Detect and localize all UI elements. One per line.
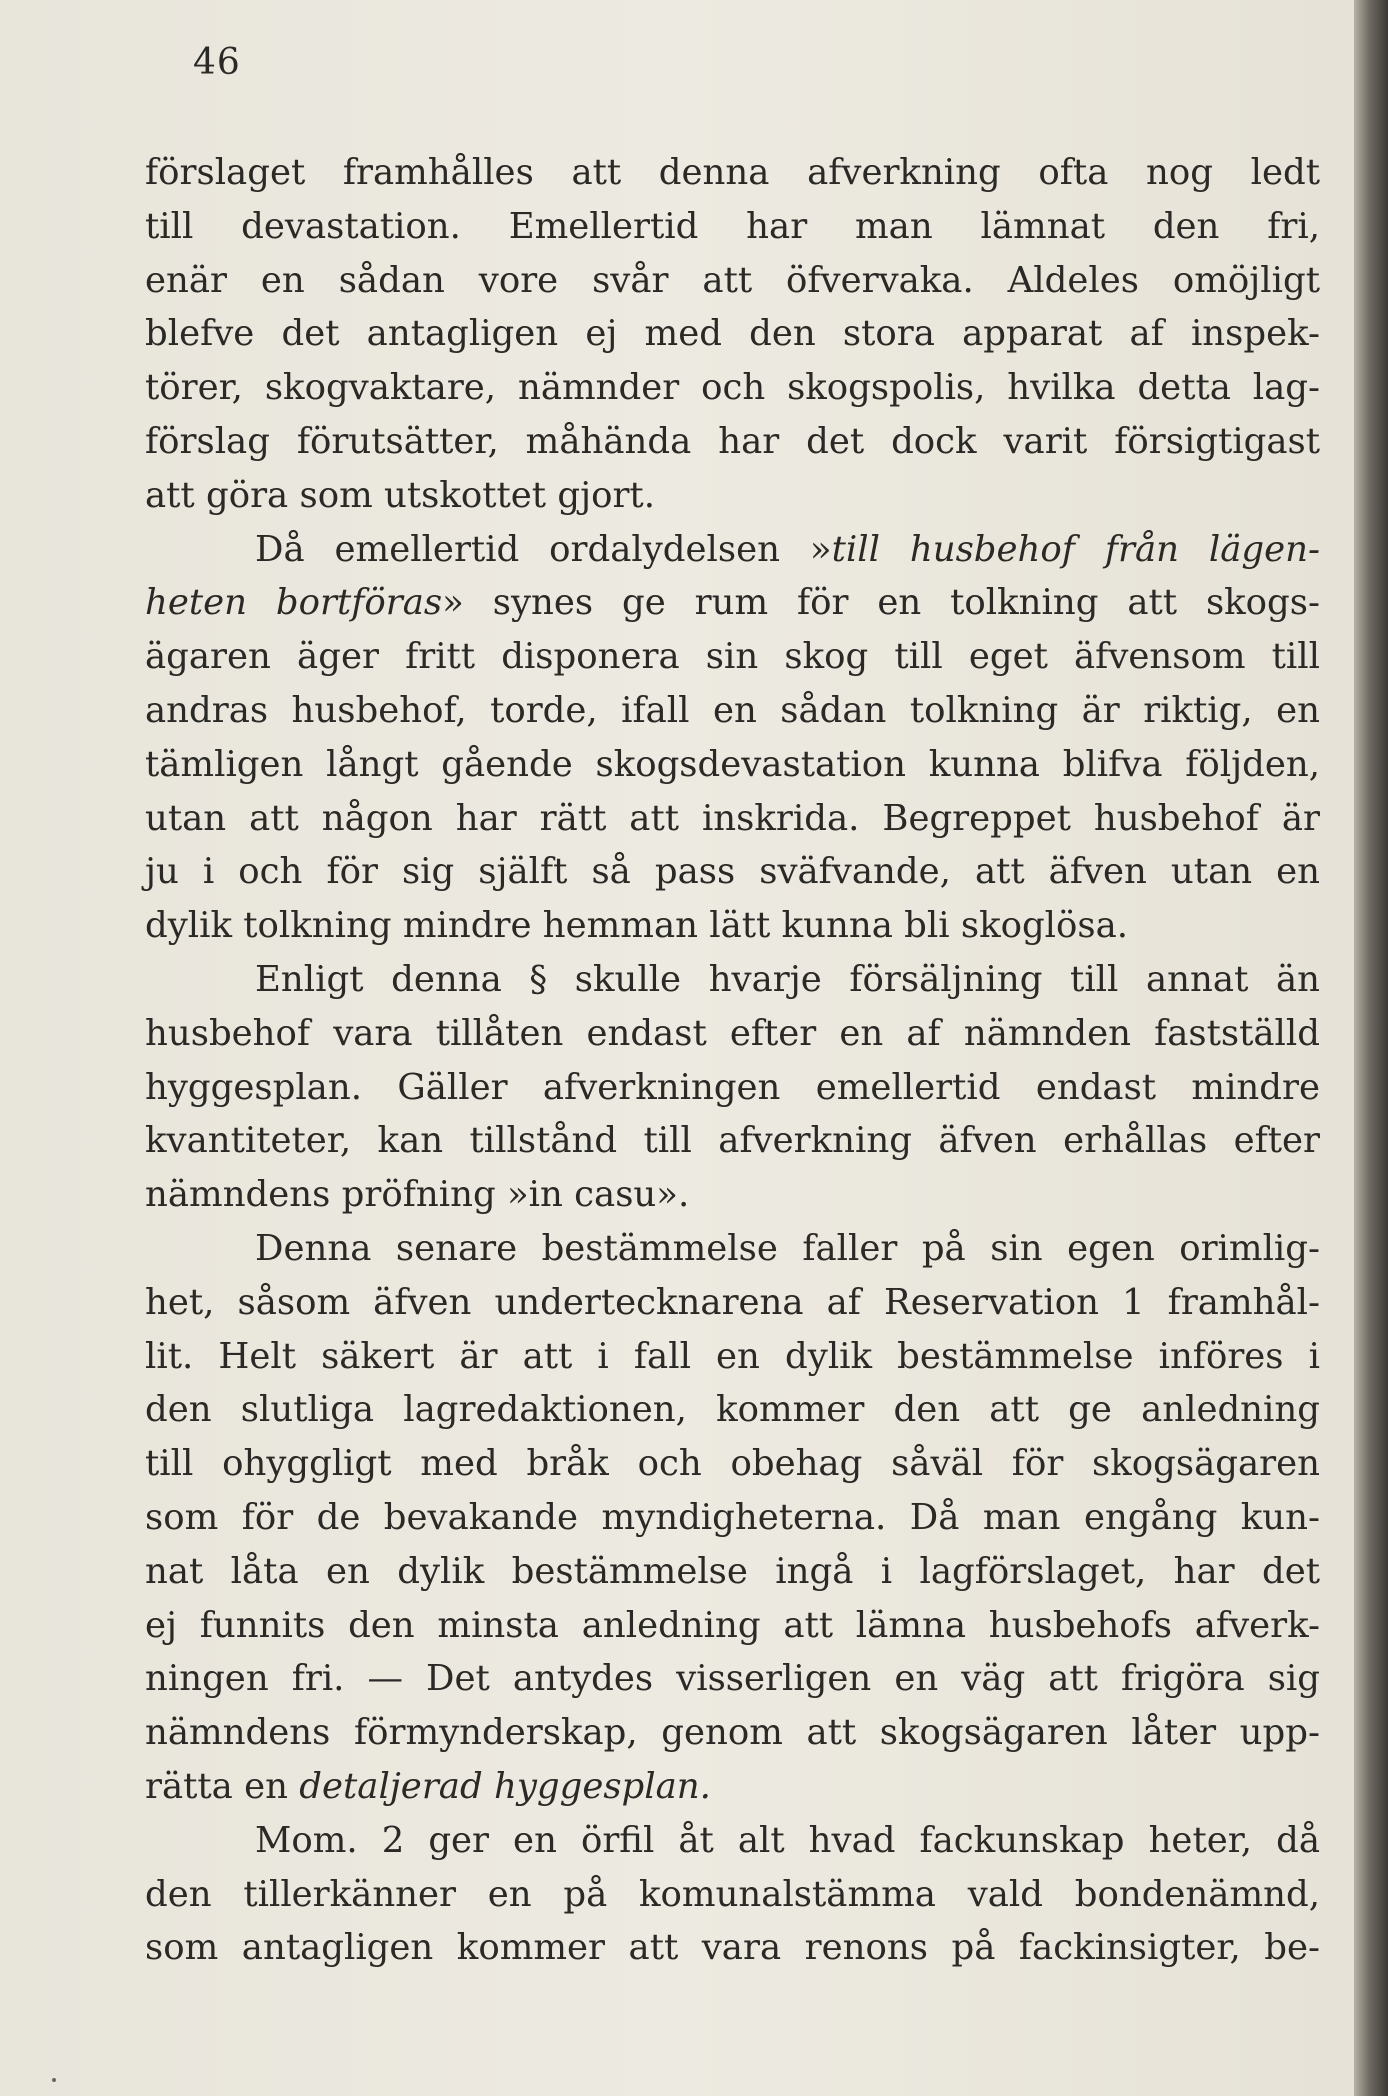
- text-line: [145, 254, 1320, 308]
- text-line: [145, 146, 1320, 200]
- text-line: [145, 1760, 1320, 1814]
- italic-text-segment: heten bortföras: [145, 582, 443, 624]
- text-segment: rätta en: [145, 1765, 300, 1807]
- text-segment: till ohyggligt med bråk och obehag såväl för skogsägaren: [145, 1443, 1320, 1485]
- text-segment: het, såsom äfven undertecknarena af Reservation 1 framhål-: [145, 1281, 1320, 1323]
- text-segment: kvantiteter, kan tillstånd till afverkning äfven erhållas efter: [145, 1120, 1320, 1162]
- text-line: [145, 1007, 1320, 1061]
- text-segment: som antagligen kommer att vara renons på fackinsigter, be-: [145, 1927, 1320, 1969]
- text-segment: den tillerkänner en på komunalstämma vald bondenämnd,: [145, 1873, 1320, 1915]
- text-segment: utan att någon har rätt att inskrida. Begreppet husbehof är: [145, 797, 1320, 839]
- text-line: [145, 576, 1320, 630]
- text-segment: förslag förutsätter, måhända har det dock varit försigtigast: [145, 420, 1320, 462]
- text-segment: som för de bevakande myndigheterna. Då man engång kun-: [145, 1496, 1320, 1538]
- text-line: [145, 684, 1320, 738]
- text-line: [145, 1168, 1320, 1222]
- text-segment: nat låta en dylik bestämmelse ingå i lagförslaget, har det: [145, 1550, 1320, 1592]
- text-line: [145, 1814, 1320, 1868]
- text-segment: ej funnits den minsta anledning att lämna husbehofs afverk-: [145, 1604, 1320, 1646]
- text-segment: hyggesplan. Gäller afverkningen emellertid endast mindre: [145, 1066, 1320, 1108]
- body-text: [145, 146, 1320, 1975]
- text-line: [145, 1114, 1320, 1168]
- text-line: [145, 1222, 1320, 1276]
- text-segment: nämndens pröfning »in casu».: [145, 1174, 690, 1216]
- text-line: [145, 1599, 1320, 1653]
- text-line: [145, 307, 1320, 361]
- text-line: [145, 1652, 1320, 1706]
- italic-text-segment: till husbehof från lägen-: [831, 528, 1320, 570]
- text-line: [145, 1330, 1320, 1384]
- text-segment: Enligt denna § skulle hvarje försäljning till annat än: [255, 958, 1320, 1000]
- text-line: [145, 1276, 1320, 1330]
- text-segment: ägaren äger fritt disponera sin skog till eget äfvensom till: [145, 636, 1320, 678]
- text-segment: » synes ge rum för en tolkning att skogs-: [442, 582, 1320, 624]
- text-segment: Denna senare bestämmelse faller på sin egen orimlig-: [255, 1227, 1320, 1269]
- text-line: [145, 1868, 1320, 1922]
- text-segment: husbehof vara tillåten endast efter en af nämnden fastställd: [145, 1012, 1320, 1054]
- text-line: [145, 1437, 1320, 1491]
- text-segment: lit. Helt säkert är att i fall en dylik bestämmelse införes i: [145, 1335, 1320, 1377]
- text-segment: Då emellertid ordalydelsen »: [255, 528, 832, 570]
- text-line: [145, 953, 1320, 1007]
- text-line: [145, 1921, 1320, 1975]
- text-line: [145, 469, 1320, 523]
- text-line: [145, 899, 1320, 953]
- text-line: [145, 361, 1320, 415]
- text-line: [145, 523, 1320, 577]
- page-number: 46: [193, 42, 241, 83]
- italic-text-segment: detaljerad hyggesplan.: [299, 1765, 711, 1807]
- text-segment: ningen fri. — Det antydes visserligen en väg att frigöra sig: [145, 1658, 1320, 1700]
- text-segment: nämndens förmynderskap, genom att skogsägaren låter upp-: [145, 1712, 1320, 1754]
- text-segment: till devastation. Emellertid har man lämnat den fri,: [145, 205, 1320, 247]
- scan-speck: [52, 2078, 56, 2082]
- book-binding-edge: [1354, 0, 1388, 2096]
- text-segment: enär en sådan vore svår att öfvervaka. Aldeles omöjligt: [145, 259, 1320, 301]
- text-segment: törer, skogvaktare, nämnder och skogspolis, hvilka detta lag-: [145, 367, 1320, 409]
- text-line: [145, 845, 1320, 899]
- text-line: [145, 1061, 1320, 1115]
- text-line: [145, 200, 1320, 254]
- text-segment: den slutliga lagredaktionen, kommer den att ge anledning: [145, 1389, 1320, 1431]
- text-line: [145, 1706, 1320, 1760]
- text-segment: att göra som utskottet gjort.: [145, 474, 655, 516]
- text-line: [145, 738, 1320, 792]
- text-line: [145, 1491, 1320, 1545]
- text-line: [145, 415, 1320, 469]
- text-line: [145, 792, 1320, 846]
- text-line: [145, 1383, 1320, 1437]
- text-line: [145, 1545, 1320, 1599]
- text-segment: blefve det antagligen ej med den stora apparat af inspek-: [145, 313, 1320, 355]
- text-segment: Mom. 2 ger en örfil åt alt hvad fackunskap heter, då: [255, 1819, 1320, 1861]
- text-segment: ju i och för sig själft så pass sväfvande, att äfven utan en: [145, 851, 1320, 893]
- text-line: [145, 630, 1320, 684]
- text-segment: förslaget framhålles att denna afverkning ofta nog ledt: [145, 152, 1320, 193]
- text-segment: dylik tolkning mindre hemman lätt kunna bli skoglösa.: [145, 905, 1129, 947]
- text-segment: tämligen långt gående skogsdevastation kunna blifva följden,: [145, 743, 1320, 785]
- text-segment: andras husbehof, torde, ifall en sådan tolkning är riktig, en: [145, 689, 1320, 731]
